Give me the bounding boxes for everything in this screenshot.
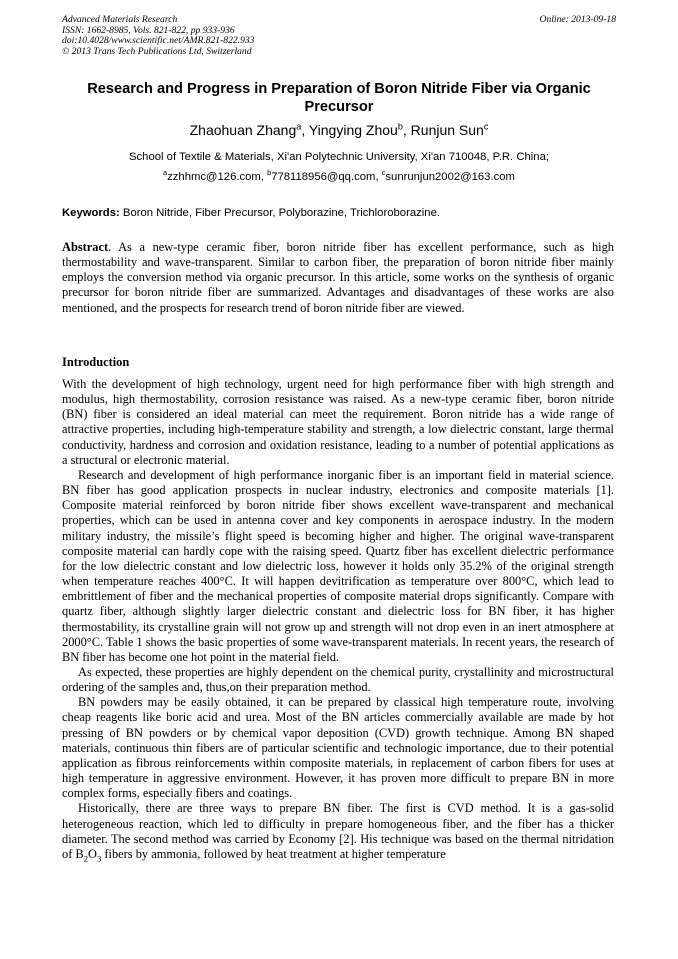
author-affil-mark: a xyxy=(296,121,302,132)
author-affil-mark: c xyxy=(483,121,489,132)
email-mark: c xyxy=(381,168,386,178)
paragraph-text: Historically, there are three ways to prepare BN fiber. The first is CVD method. It is a gas-solid heterogeneous reaction, which led to difficulty in prepare homogeneous fiber, and the fiber has a thicker diameter. The second method was carried by Economy [2]. His technique was based on the thermal nitridation of B xyxy=(62,801,614,861)
keywords-label: Keywords: xyxy=(62,207,120,219)
copyright-line: © 2013 Trans Tech Publications Ltd, Switzerland xyxy=(62,45,252,57)
paper-title: Research and Progress in Preparation of Boron Nitride Fiber via Organic Precursor xyxy=(87,81,591,115)
author-name: Yingying Zhou xyxy=(308,122,398,138)
author-name: Zhaohuan Zhang xyxy=(189,122,297,138)
email-address[interactable]: zzhhmc@126.com xyxy=(167,171,261,183)
abstract-text: . As a new-type ceramic fiber, boron nitride fiber has excellent performance, such as high thermostability and wave-transparent. Similar to carbon fiber, the preparation of boron nitride fiber mainly employs the conversion method via organic precursor. In this article, some works on the synthesis of organic precursor for boron nitride fiber are summarized. Advantages and disadvantages of these works are also mentioned, and the prospects for research trend of boron nitride fiber are viewed. xyxy=(62,240,614,315)
keywords xyxy=(62,206,616,220)
author-name: Runjun Sun xyxy=(410,122,484,138)
abstract-label: Abstract xyxy=(62,240,109,254)
author-list xyxy=(62,121,616,139)
author-affil-mark: b xyxy=(397,121,403,132)
issn-line: ISSN: 1662-8985, Vols. 821-822, pp 933-936 xyxy=(62,24,235,36)
email-list xyxy=(62,170,616,184)
journal-name: Advanced Materials Research xyxy=(62,14,178,25)
author-separator: , xyxy=(301,122,309,138)
paragraph: With the development of high technology, urgent need for high performance fiber with high strength and modulus, high thermostability, corrosion resistance was raised. As a new-type ceramic fiber, boron nitride (BN) fiber is considered an ideal material can meet the requirement. Boron nitride has a wide range of attractive properties, including high-temperature stability and strength, a low dielectric constant, large thermal conductivity, hardness and corrosion and oxidation resistance, leading to a number of potential applications as a structural or electronic material. xyxy=(62,377,614,467)
introduction-body xyxy=(62,377,614,862)
email-separator: , xyxy=(260,171,268,183)
email-mark: a xyxy=(163,168,168,178)
online-date: Online: 2013-09-18 xyxy=(539,14,616,25)
affiliation: School of Textile & Materials, Xi'an Polytechnic University, Xi'an 710048, P.R. China; xyxy=(128,151,549,163)
author-separator: , xyxy=(402,122,411,138)
doi-line[interactable]: doi:10.4028/www.scientific.net/AMR.821-822.933 xyxy=(62,35,255,46)
introduction-heading: Introduction xyxy=(62,355,130,369)
subscript: 3 xyxy=(96,853,102,864)
paragraph: As expected, these properties are highly dependent on the chemical purity, crystallinity and microstructural ordering of the samples and, thus,on their preparation method. xyxy=(62,664,614,695)
paragraph-text: O xyxy=(88,846,97,861)
email-mark: b xyxy=(267,168,272,178)
paragraph-text: fibers by ammonia, followed by heat treatment at higher temperature xyxy=(101,846,446,861)
paragraph xyxy=(62,801,614,862)
email-separator: , xyxy=(375,171,382,183)
email-address[interactable]: sunrunjun2002@163.com xyxy=(385,171,515,183)
keywords-text: Boron Nitride, Fiber Precursor, Polyborazine, Trichloroborazine. xyxy=(122,207,440,219)
abstract xyxy=(62,240,614,316)
journal-header xyxy=(62,15,616,57)
paragraph: BN powders may be easily obtained, it can be prepared by classical high temperature route, involving cheap reagents like boric acid and urea. Most of the BN articles commercially available are made by hot pressing of BN powders or by chemical vapor deposition (CVD) growth technique. Among BN shaped materials, continuous thin fibers are of particular scientific and technologic importance, due to their potential application as fibrous reinforcements within composite materials, in replacement of carbon fibers for uses at high temperature in aggressive environment. However, it has proven more difficult to prepare BN in more complex forms, especially fibers and coatings. xyxy=(62,695,614,801)
email-address[interactable]: 778118956@qq.com xyxy=(271,171,376,183)
subscript: 2 xyxy=(83,853,89,864)
paragraph: Research and development of high performance inorganic fiber is an important field in material science. BN fiber has good application prospects in nuclear industry, electronics and composite materials [1]. Composite material reinforced by boron nitride fiber shows excellent wave-transparent and mechanical properties, which can be used in antenna cover and key components in aerospace industry. In the modern military industry, the missile’s flight speed is becoming higher and higher. The original wave-transparent composite material can hardly cope with the raising speed. Quartz fiber has excellent dielectric performance for the low dielectric constant and low dielectric loss, however it holds only 35.2% of the original strength when temperature reaches 400°C. It will happen devitrification as temperature over 800°C, which lead to embrittlement of fiber and the mechanical properties of composite material drops significantly. Compare with quartz fiber, although slightly larger dielectric constant and dielectric loss for BN fiber, it has higher thermostability, its crystalline grain will not grow up and strength will not drop even in an inert atmosphere at 2000°C. Table 1 shows the basic properties of some wave-transparent materials. In recent years, the research of BN fiber has become one hot point in the material field. xyxy=(62,467,614,664)
